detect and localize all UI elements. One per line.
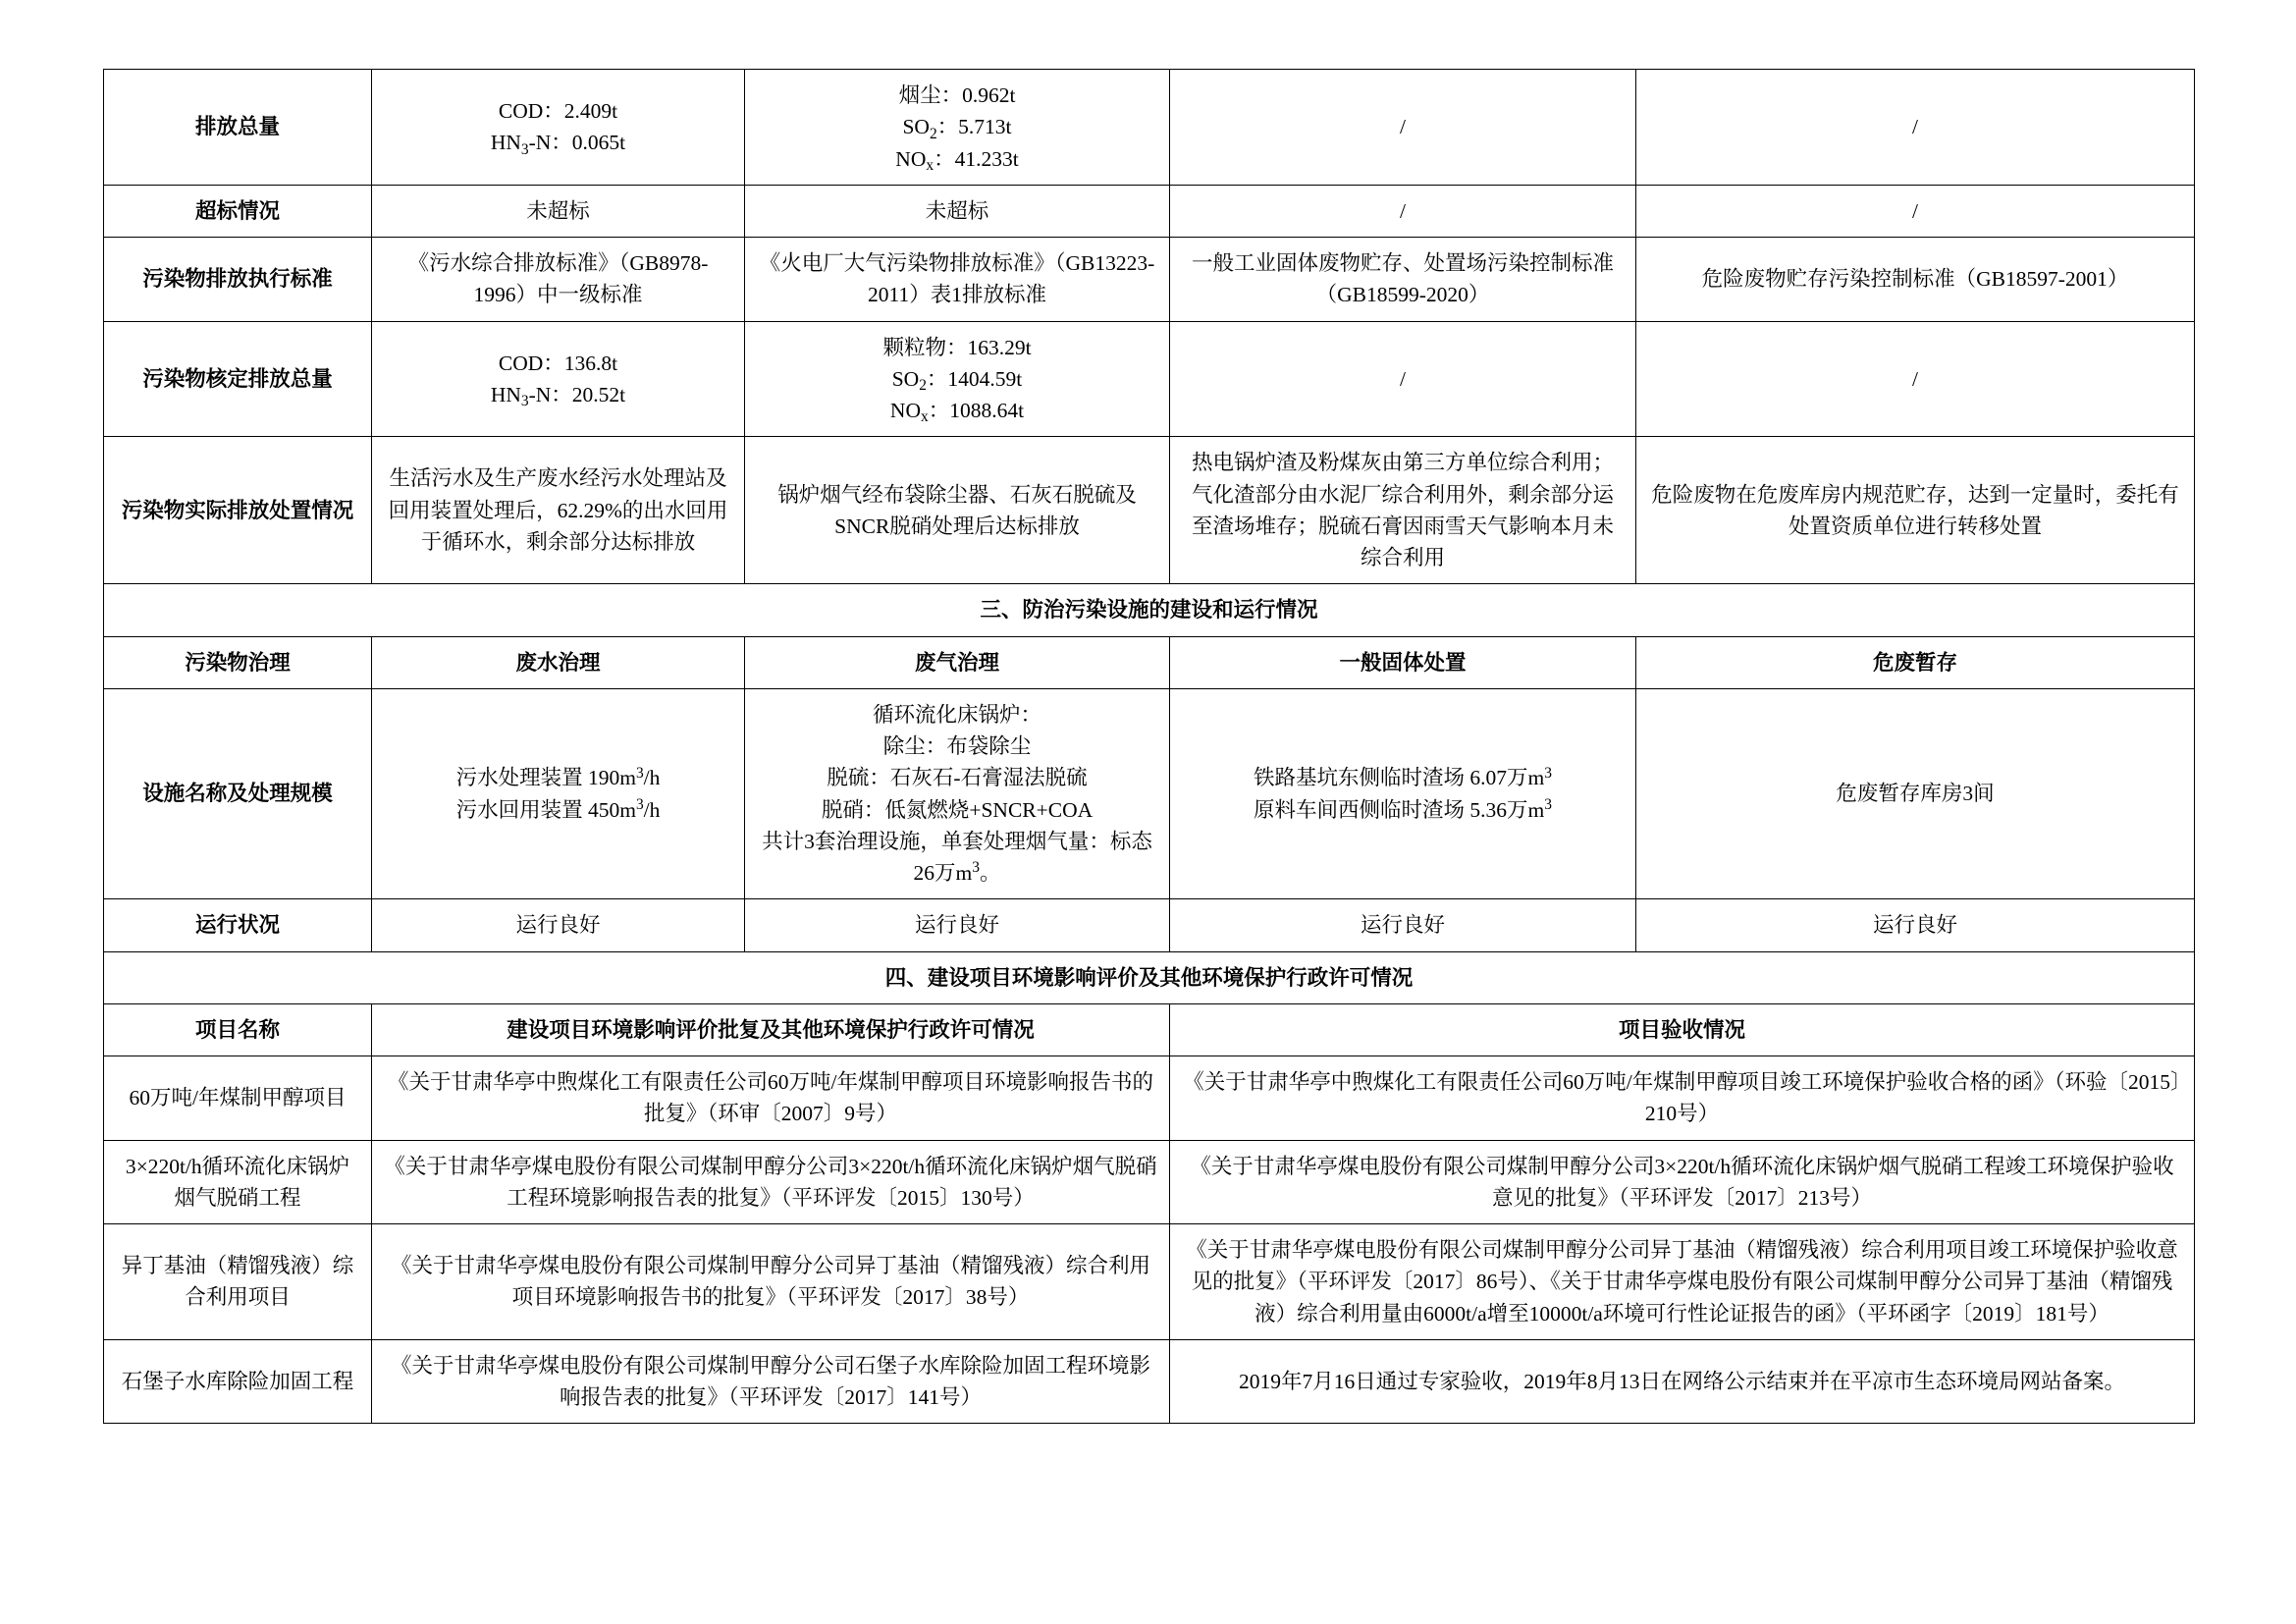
value-line: $NO_x$：41.233t <box>895 146 1019 174</box>
header-solid-disposal: 一般固体处置 <box>1170 636 1636 688</box>
cell-status-hazard: 运行良好 <box>1636 899 2195 951</box>
cell-wastewater: 未超标 <box>372 185 745 237</box>
value-line: COD：2.409t <box>498 99 618 124</box>
cell-approval: 《关于甘肃华亭煤电股份有限公司煤制甲醇分公司石堡子水库除险加固工程环境影响报告表的批复》（平环评发〔2017〕141号） <box>372 1339 1170 1424</box>
cell-waste-gas <box>745 321 1170 437</box>
value-line: $HN_3-N$：20.52t <box>490 382 626 410</box>
value-line: 共计3套治理设施，单套处理烟气量：标态26万$m^3$。 <box>762 829 1152 885</box>
cell-solid: / <box>1170 185 1636 237</box>
cell-wastewater: 《污水综合排放标准》（GB8978-1996）中一级标准 <box>372 238 745 322</box>
cell-hazard: / <box>1636 185 2195 237</box>
value-line: 循环流化床锅炉： <box>872 702 1041 727</box>
table-row <box>104 1140 2195 1224</box>
header-wastewater-treatment: 废水治理 <box>372 636 745 688</box>
cell-solid: 一般工业固体废物贮存、处置场污染控制标准（GB18599-2020） <box>1170 238 1636 322</box>
cell-status-solid: 运行良好 <box>1170 899 1636 951</box>
value-line: 污水处理装置 $190m^3/h$ <box>455 764 661 790</box>
cell-status-gas: 运行良好 <box>745 899 1170 951</box>
header-hazard-storage: 危废暂存 <box>1636 636 2195 688</box>
cell-hazard: 危险废物贮存污染控制标准（GB18597-2001） <box>1636 238 2195 322</box>
value-line: $SO_2$：5.713t <box>902 115 1012 142</box>
header-pollutant-treatment: 污染物治理 <box>104 636 372 688</box>
table-row <box>104 899 2195 951</box>
cell-facility-wastewater <box>372 688 745 899</box>
cell-wastewater <box>372 70 745 186</box>
cell-project-name: 异丁基油（精馏残液）综合利用项目 <box>104 1224 372 1340</box>
header-project-name: 项目名称 <box>104 1003 372 1056</box>
cell-hazard: / <box>1636 321 2195 437</box>
cell-wastewater <box>372 321 745 437</box>
table-row <box>104 321 2195 437</box>
table-row <box>104 1224 2195 1340</box>
table-row <box>104 238 2195 322</box>
cell-facility-gas <box>745 688 1170 899</box>
cell-project-name: 3×220t/h循环流化床锅炉烟气脱硝工程 <box>104 1140 372 1224</box>
row-label: 超标情况 <box>104 185 372 237</box>
cell-hazard: / <box>1636 70 2195 186</box>
table-row <box>104 1339 2195 1424</box>
header-acceptance: 项目验收情况 <box>1170 1003 2195 1056</box>
cell-project-name: 石堡子水库除险加固工程 <box>104 1339 372 1424</box>
cell-approval: 《关于甘肃华亭煤电股份有限公司煤制甲醇分公司3×220t/h循环流化床锅炉烟气脱硝工程环境影响报告表的批复》（平环评发〔2015〕130号） <box>372 1140 1170 1224</box>
value-line: $SO_2$：1404.59t <box>891 366 1023 395</box>
cell-solid: / <box>1170 321 1636 437</box>
value-line: $HN_3-N$：0.065t <box>490 131 626 158</box>
section-heading-row <box>104 584 2195 636</box>
value-line: 烟尘：0.962t <box>898 83 1016 107</box>
value-line: 脱硝：低氮燃烧+SNCR+COA <box>821 797 1094 822</box>
value-line: 原料车间西侧临时渣场 5.36万$m^3$ <box>1254 795 1552 822</box>
cell-waste-gas: 未超标 <box>745 185 1170 237</box>
value-line: 铁路基坑东侧临时渣场 6.07万$m^3$ <box>1254 764 1552 790</box>
cell-waste-gas: 《火电厂大气污染物排放标准》（GB13223-2011）表1排放标准 <box>745 238 1170 322</box>
header-waste-gas-treatment: 废气治理 <box>745 636 1170 688</box>
cell-waste-gas: 锅炉烟气经布袋除尘器、石灰石脱硫及SNCR脱硝处理后达标排放 <box>745 437 1170 584</box>
row-label-facility: 设施名称及处理规模 <box>104 688 372 899</box>
cell-acceptance: 《关于甘肃华亭煤电股份有限公司煤制甲醇分公司3×220t/h循环流化床锅炉烟气脱硝工程竣工环境保护验收意见的批复》（平环评发〔2017〕213号） <box>1170 1140 2195 1224</box>
table-row <box>104 1056 2195 1141</box>
cell-facility-hazard: 危废暂存库房3间 <box>1636 688 2195 899</box>
table-row <box>104 688 2195 899</box>
cell-acceptance: 2019年7月16日通过专家验收，2019年8月13日在网络公示结束并在平凉市生态环境局网站备案。 <box>1170 1339 2195 1424</box>
cell-wastewater: 生活污水及生产废水经污水处理站及回用装置处理后，62.29%的出水回用于循环水，剩余部分达标排放 <box>372 437 745 584</box>
pollutant-discharge-table <box>103 69 2195 1424</box>
row-label: 排放总量 <box>104 70 372 186</box>
cell-approval: 《关于甘肃华亭煤电股份有限公司煤制甲醇分公司异丁基油（精馏残液）综合利用项目环境影响报告书的批复》（平环评发〔2017〕38号） <box>372 1224 1170 1340</box>
cell-status-wastewater: 运行良好 <box>372 899 745 951</box>
cell-facility-solid <box>1170 688 1636 899</box>
section-heading-row <box>104 951 2195 1003</box>
table-header-row <box>104 1003 2195 1056</box>
section-4-title: 四、建设项目环境影响评价及其他环境保护行政许可情况 <box>104 951 2195 1003</box>
cell-approval: 《关于甘肃华亭中煦煤化工有限责任公司60万吨/年煤制甲醇项目环境影响报告书的批复》（环审〔2007〕9号） <box>372 1056 1170 1141</box>
value-line: $NO_x$：1088.64t <box>889 399 1025 426</box>
table-row <box>104 70 2195 186</box>
cell-solid: 热电锅炉渣及粉煤灰由第三方单位综合利用；气化渣部分由水泥厂综合利用外，剩余部分运至渣场堆存；脱硫石膏因雨雪天气影响本月未综合利用 <box>1170 437 1636 584</box>
cell-acceptance: 《关于甘肃华亭中煦煤化工有限责任公司60万吨/年煤制甲醇项目竣工环境保护验收合格的函》（环验〔2015〕210号） <box>1170 1056 2195 1141</box>
cell-solid: / <box>1170 70 1636 186</box>
row-label: 污染物排放执行标准 <box>104 238 372 322</box>
row-label-status: 运行状况 <box>104 899 372 951</box>
value-line: 颗粒物：163.29t <box>882 335 1032 359</box>
row-label: 污染物实际排放处置情况 <box>104 437 372 584</box>
cell-acceptance: 《关于甘肃华亭煤电股份有限公司煤制甲醇分公司异丁基油（精馏残液）综合利用项目竣工环境保护验收意见的批复》（平环评发〔2017〕86号）、《关于甘肃华亭煤电股份有限公司煤制甲醇分公司异丁基油（精馏残液）综合利用量由6000t/a增至10000t/a环境可行性论证报告的函》（平环函字〔2019〕181号） <box>1170 1224 2195 1340</box>
section-3-title: 三、防治污染设施的建设和运行情况 <box>104 584 2195 636</box>
row-label: 污染物核定排放总量 <box>104 321 372 437</box>
table-header-row <box>104 636 2195 688</box>
cell-waste-gas <box>745 70 1170 186</box>
value-line: COD：136.8t <box>498 351 618 375</box>
value-line: 脱硫：石灰石-石膏湿法脱硫 <box>827 766 1088 790</box>
table-row <box>104 437 2195 584</box>
cell-hazard: 危险废物在危废库房内规范贮存，达到一定量时，委托有处置资质单位进行转移处置 <box>1636 437 2195 584</box>
header-eia-approval: 建设项目环境影响评价批复及其他环境保护行政许可情况 <box>372 1003 1170 1056</box>
cell-project-name: 60万吨/年煤制甲醇项目 <box>104 1056 372 1141</box>
value-line: 污水回用装置 $450m^3/h$ <box>455 795 661 822</box>
table-row <box>104 185 2195 237</box>
value-line: 除尘：布袋除尘 <box>882 734 1032 758</box>
